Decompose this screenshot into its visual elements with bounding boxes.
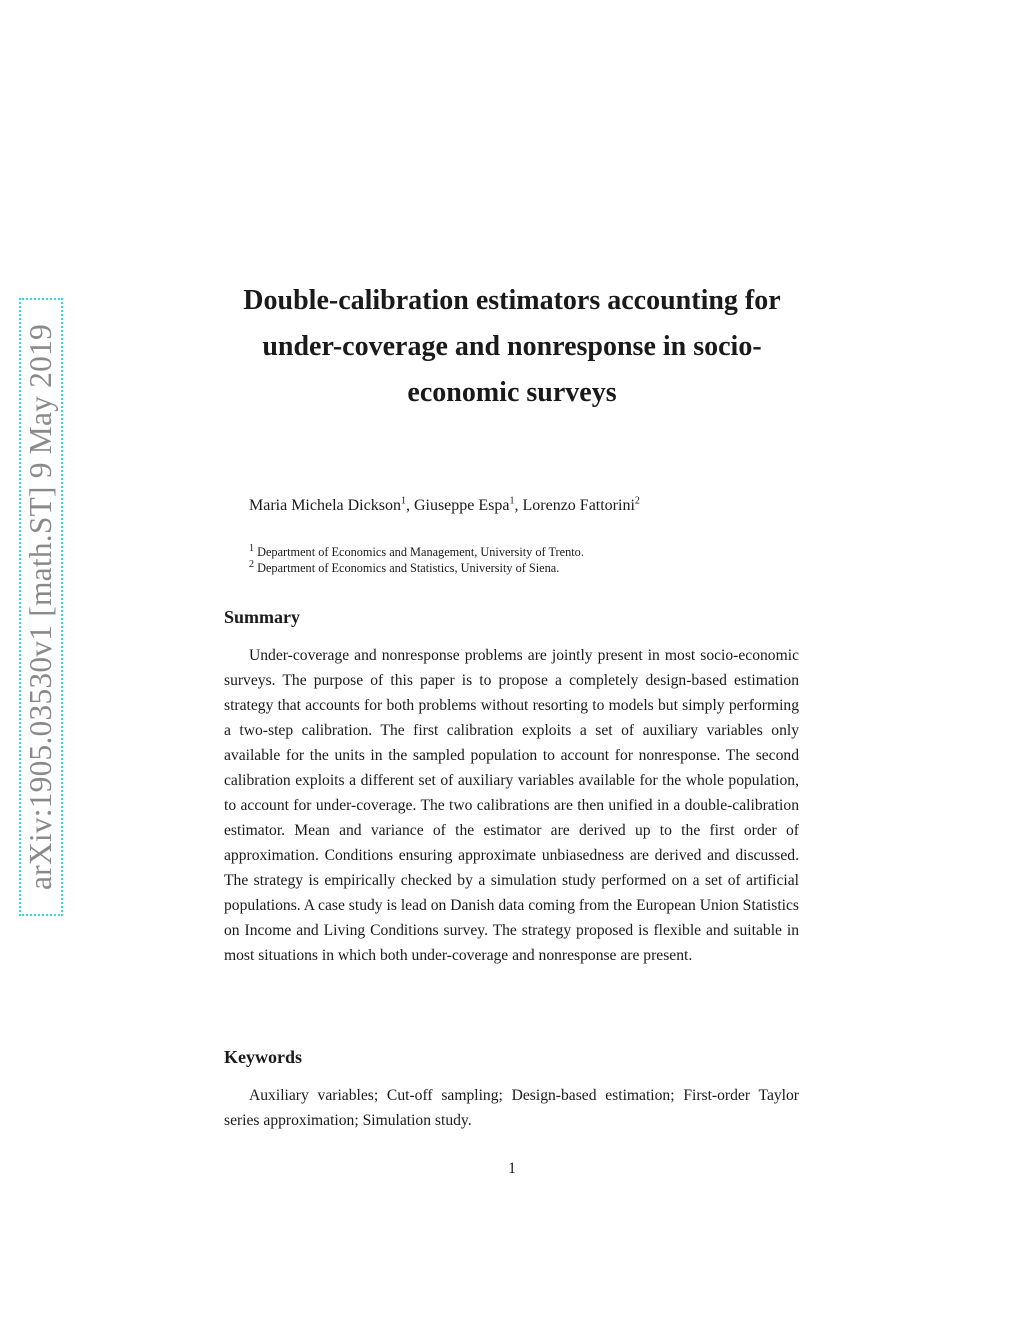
affiliation-mark: 2 [249,558,254,570]
author-separator: , [514,497,523,514]
author-name: Giuseppe Espa [413,497,510,514]
author-list [249,495,640,517]
author-name: Lorenzo Fattorini [522,497,635,514]
page-number: 1 [508,1160,516,1177]
affiliation-list [249,544,584,576]
affiliation-line [249,544,584,560]
affiliation-text: Department of Economics and Management, University of Trento. [257,545,584,559]
keywords-paragraph: Auxiliary variables; Cut-off sampling; Design-based estimation; First-order Taylor series approximation; Simulation study. [224,1087,799,1129]
affiliation-mark: 2 [634,495,640,507]
affiliation-mark: 1 [249,542,254,554]
summary-heading: Summary [224,607,300,627]
paper-title: Double-calibration estimators accounting for under-coverage and nonresponse in socio-economic surveys [243,285,781,408]
affiliation-text: Department of Economics and Statistics, University of Siena. [257,561,560,575]
arxiv-identifier: arXiv:1905.03530v1 [math.ST] 9 May 2019 [23,324,58,890]
author-name: Maria Michela Dickson [249,497,401,514]
summary-paragraph: Under-coverage and nonresponse problems are jointly present in most socio-economic surveys. The purpose of this paper is to propose a completely design-based estimation strategy that accounts for both problems without resorting to models but simply performing a two-step calibration. The first calibration exploits a set of auxiliary variables only available for the units in the sampled population to account for nonresponse. The second calibration exploits a different set of auxiliary variables available for the whole population, to account for under-coverage. The two calibrations are then unified in a double-calibration estimator. Mean and variance of the estimator are derived up to the first order of approximation. Conditions ensuring approximate unbiasedness are derived and discussed. The strategy is empirically checked by a simulation study performed on a set of artificial populations. A case study is lead on Danish data coming from the European Union Statistics on Income and Living Conditions survey. The strategy proposed is flexible and suitable in most situations in which both under-coverage and nonresponse are present. [224,647,799,964]
affiliation-mark: 1 [400,495,406,507]
affiliation-line [249,560,584,576]
affiliation-mark: 1 [509,495,515,507]
keywords-heading: Keywords [224,1047,302,1067]
author-separator: , [405,497,414,514]
